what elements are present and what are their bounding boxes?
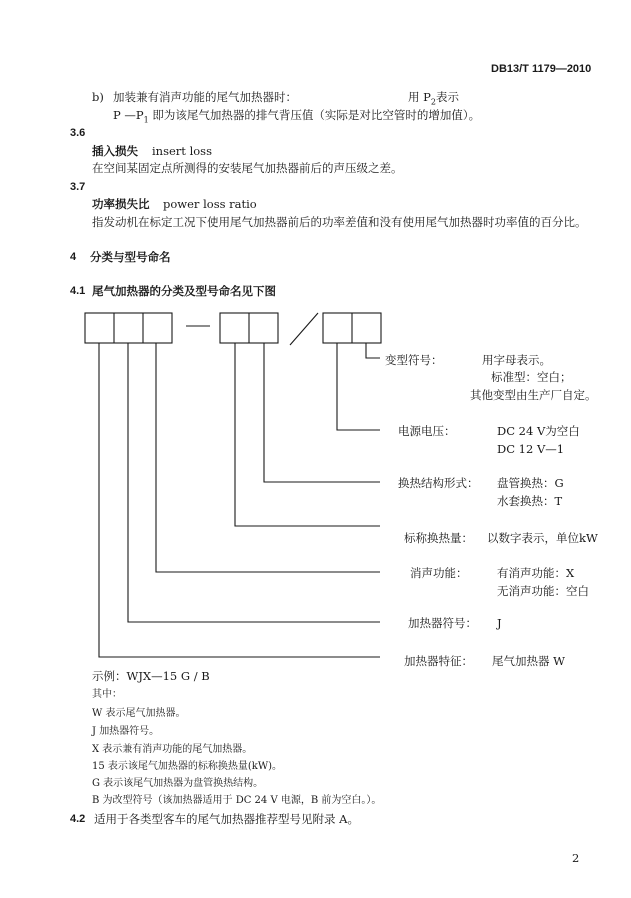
leader-feature: [99, 343, 380, 657]
section-4-title: 分类与型号命名: [90, 250, 171, 264]
value-structure-coil: 盘管换热：G: [497, 476, 564, 490]
label-voltage: 电源电压：: [398, 424, 456, 438]
example-note: B 为改型符号（该加热器适用于 DC 24 V 电源，B 前为空白。）。: [92, 795, 382, 806]
value-silence-yes: 有消声功能：X: [497, 566, 575, 580]
item-b-symbol: 用 $P_2$表示: [408, 90, 459, 107]
value-variant-standard: 标准型：空白；: [491, 370, 572, 384]
label-heat: 标称换热量：: [404, 531, 473, 545]
label-symbol: 加热器符号：: [408, 616, 477, 630]
section-3-6-number: 3.6: [70, 127, 86, 139]
term-power-loss-en: power loss ratio: [163, 197, 257, 211]
section-4-number: 4: [70, 251, 77, 263]
value-feature: 尾气加热器 W: [492, 654, 565, 668]
example-note: J 加热器符号。: [92, 726, 160, 737]
value-variant-other: 其他变型由生产厂自定。: [470, 388, 597, 402]
example-note: G 表示该尾气加热器为盘管换热结构。: [92, 778, 264, 789]
example-intro: 其中：: [92, 689, 122, 700]
value-silence-no: 无消声功能：空白: [497, 584, 589, 598]
term-power-loss-zh: 功率损失比: [92, 197, 150, 211]
term-insert-loss-en: insert loss: [152, 144, 212, 158]
label-silence: 消声功能：: [410, 566, 468, 580]
section-4-2-number: 4.2: [70, 813, 86, 825]
term-insert-loss-zh: 插入损失: [92, 144, 138, 158]
standard-number: DB13/T 1179—2010: [491, 63, 592, 75]
value-symbol: J: [497, 616, 502, 630]
box-group-1: [85, 313, 172, 343]
example-text: 示例：WJX—15 G / B: [92, 669, 210, 683]
example-note: W 表示尾气加热器。: [92, 708, 186, 719]
value-variant: 用字母表示。: [482, 353, 551, 367]
section-4-2-text: 适用于各类型客车的尾气加热器推荐型号见附录 A。: [94, 812, 359, 826]
example-note: 15 表示该尾气加热器的标称换热量(kW)。: [92, 761, 283, 772]
value-heat: 以数字表示，单位kW: [487, 531, 598, 545]
page-number: 2: [572, 851, 580, 865]
leader-variant: [366, 343, 380, 358]
value-structure-jacket: 水套换热：T: [497, 494, 563, 508]
definition-power-loss: 指发动机在标定工况下使用尾气加热器前后的功率差值和没有使用尾气加热器时功率值的百分比。: [92, 215, 587, 229]
leader-silence: [156, 343, 380, 572]
section-4-1-title: 尾气加热器的分类及型号命名见下图: [92, 284, 276, 298]
label-feature: 加热器特征：: [404, 654, 473, 668]
item-b-marker: b): [92, 90, 104, 104]
section-3-7-number: 3.7: [70, 181, 86, 193]
section-4-1-number: 4.1: [70, 285, 86, 297]
definition-insert-loss: 在空间某固定点所测得的安装尾气加热器前后的声压级之差。: [92, 161, 403, 175]
item-b-formula: P $—P_1$ 即为该尾气加热器的排气背压值（实际是对比空管时的增加值）。: [113, 108, 481, 125]
item-b-text: 加装兼有消声功能的尾气加热器时：: [113, 90, 297, 104]
leader-voltage: [337, 343, 380, 430]
leader-heat: [235, 343, 380, 526]
separator-slash: [290, 313, 318, 345]
example-note: X 表示兼有消声功能的尾气加热器。: [92, 744, 253, 755]
value-voltage-24: DC 24 V为空白: [497, 424, 580, 438]
value-voltage-12: DC 12 V—1: [497, 442, 565, 456]
leader-structure: [264, 343, 380, 482]
label-variant: 变型符号：: [385, 353, 443, 367]
label-structure: 换热结构形式：: [398, 476, 479, 490]
